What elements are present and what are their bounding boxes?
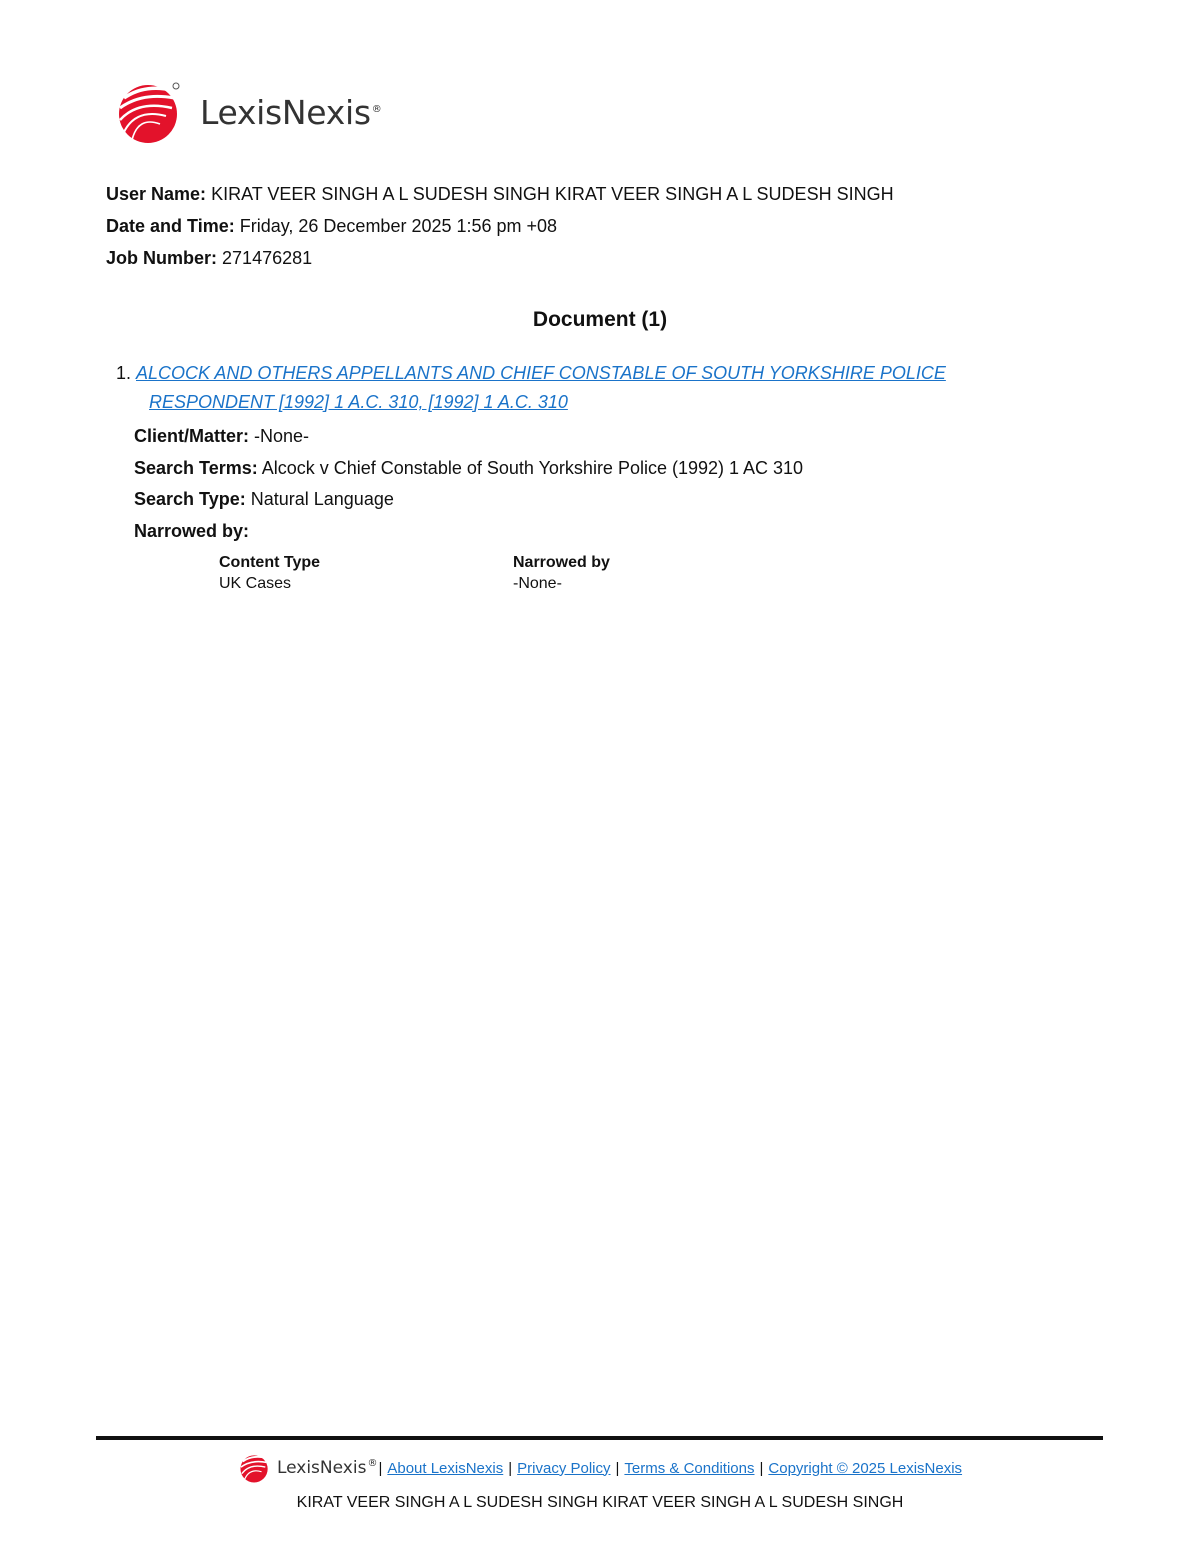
lexisnexis-logo-icon [238, 1453, 272, 1483]
footer-user-name: KIRAT VEER SINGH A L SUDESH SINGH KIRAT VEER SINGH A L SUDESH SINGH [296, 1494, 904, 1511]
document-title: Document (1) [532, 308, 668, 331]
terms-conditions-link[interactable]: Terms & Conditions [624, 1459, 755, 1477]
item-number: 1. [116, 363, 132, 383]
job-number-value: 271476281 [222, 248, 313, 268]
user-name-value: KIRAT VEER SINGH A L SUDESH SINGH KIRAT VEER SINGH A L SUDESH SINGH [211, 184, 894, 204]
user-name-row [106, 178, 894, 210]
user-name-label: User Name: [106, 184, 207, 204]
footer-separator: | [759, 1459, 764, 1477]
lexisnexis-logo [114, 80, 381, 144]
client-matter-label: Client/Matter: [134, 426, 250, 446]
document-details [134, 421, 803, 547]
document-link-continued[interactable]: RESPONDENT [1992] 1 A.C. 310, [1992] 1 A.C. 310 [149, 392, 568, 412]
search-type-row [134, 484, 803, 516]
footer-divider [96, 1436, 1103, 1440]
footer-separator: | [615, 1459, 620, 1477]
date-time-value: Friday, 26 December 2025 1:56 pm +08 [239, 216, 558, 236]
search-terms-label: Search Terms: [134, 457, 258, 478]
footer-wordmark: LexisNexis® [276, 1458, 378, 1478]
narrowed-by-value: -None- [513, 575, 562, 592]
lexisnexis-logo-icon [114, 80, 186, 144]
search-terms-row [134, 453, 803, 485]
date-time-row [106, 210, 894, 242]
job-meta [106, 178, 894, 274]
search-type-value: Natural Language [250, 489, 394, 509]
narrowed-by-row [134, 516, 803, 548]
content-type-header: Content Type [219, 554, 321, 571]
client-matter-row [134, 421, 803, 453]
privacy-policy-link[interactable]: Privacy Policy [517, 1459, 611, 1477]
footer-separator: | [378, 1459, 383, 1477]
logo-wordmark: LexisNexis® [200, 92, 382, 132]
narrowed-by-header: Narrowed by [513, 554, 610, 571]
copyright-link[interactable]: Copyright © 2025 LexisNexis [768, 1459, 963, 1477]
content-type-column [219, 552, 320, 594]
footer-bar [0, 1452, 1200, 1484]
search-type-label: Search Type: [134, 489, 246, 509]
about-link[interactable]: About LexisNexis [387, 1459, 504, 1477]
date-time-label: Date and Time: [106, 216, 235, 236]
document-link[interactable]: ALCOCK AND OTHERS APPELLANTS AND CHIEF CONSTABLE OF SOUTH YORKSHIRE POLICE [136, 363, 946, 383]
narrowed-by-column [513, 552, 610, 594]
narrowed-by-label: Narrowed by: [134, 520, 250, 541]
search-terms-value: Alcock v Chief Constable of South Yorkshire Police (1992) 1 AC 310 [261, 457, 804, 478]
client-matter-value: -None- [254, 426, 310, 446]
footer-separator: | [508, 1459, 513, 1477]
content-type-value: UK Cases [219, 575, 292, 592]
job-number-label: Job Number: [106, 248, 218, 268]
job-number-row [106, 242, 894, 274]
